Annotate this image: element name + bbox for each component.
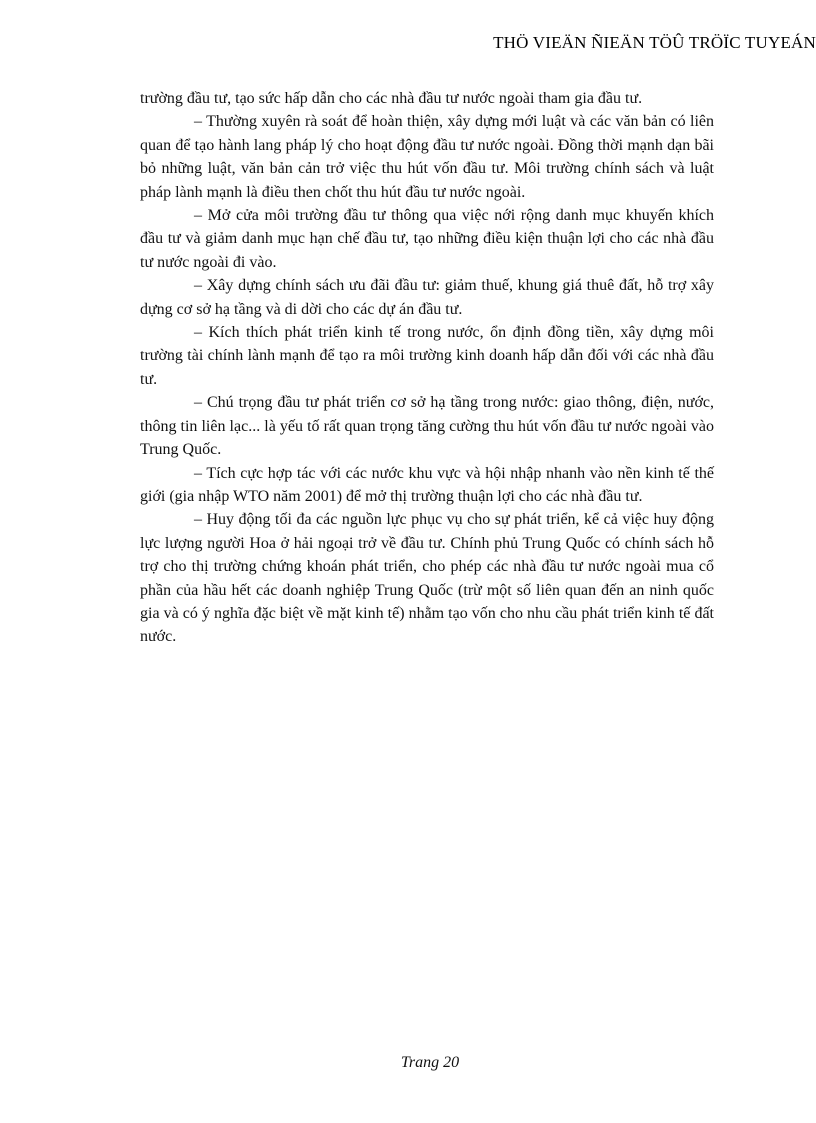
list-item: – Xây dựng chính sách ưu đãi đầu tư: giảm thuế, khung giá thuê đất, hỗ trợ xây dựng cơ sở hạ tầng và di dời cho các dự án đầu tư. [140, 277, 714, 318]
list-item: – Mở cửa môi trường đầu tư thông qua việc nới rộng danh mục khuyến khích đầu tư và giảm danh mục hạn chế đầu tư, tạo những điều kiện thuận lợi cho các nhà đầu tư nước ngoài đi vào. [140, 207, 714, 271]
intro-paragraph: trường đầu tư, tạo sức hấp dẫn cho các nhà đầu tư nước ngoài tham gia đầu tư. [140, 90, 643, 107]
list-item: – Huy động tối đa các nguồn lực phục vụ cho sự phát triển, kể cả việc huy động lực lượng người Hoa ở hải ngoại trở về đầu tư. Chính phủ Trung Quốc có chính sách hỗ trợ cho thị trường chứng khoán phát triển, cho phép các nhà đầu tư nước ngoài mua cổ phần của hầu hết các doanh nghiệp Trung Quốc (trừ một số liên quan đến an ninh quốc gia và có ý nghĩa đặc biệt về mặt kinh tế) nhằm tạo vốn cho nhu cầu phát triển kinh tế đất nước. [140, 511, 714, 646]
page-number: Trang 20 [400, 1054, 460, 1071]
list-item: – Tích cực hợp tác với các nước khu vực và hội nhập nhanh vào nền kinh tế thế giới (gia nhập WTO năm 2001) để mở thị trường thuận lợi cho các nhà đầu tư. [140, 464, 714, 505]
page-header-title: THÖ VIEÄN ÑIEÄN TÖÛ TRÖÏC TUYEÁN [493, 33, 816, 52]
list-item: – Kích thích phát triển kinh tế trong nước, ổn định đồng tiền, xây dựng môi trường tài chính lành mạnh để tạo ra môi trường kinh doanh hấp dẫn đối với các nhà đầu tư. [140, 324, 714, 388]
document-body [140, 87, 714, 649]
list-item: – Chú trọng đầu tư phát triển cơ sở hạ tầng trong nước: giao thông, điện, nước, thông tin liên lạc... là yếu tố rất quan trọng tăng cường thu hút vốn đầu tư nước ngoài vào Trung Quốc. [140, 394, 714, 459]
list-item: – Thường xuyên rà soát để hoàn thiện, xây dựng mới luật và các văn bản có liên quan để tạo hành lang pháp lý cho hoạt động đầu tư nước ngoài. Đồng thời mạnh dạn bãi bỏ những luật, văn bản cản trở việc thu hút vốn đầu tư. Môi trường chính sách và luật pháp lành mạnh là điều then chốt thu hút đầu tư nước ngoài. [140, 113, 714, 201]
